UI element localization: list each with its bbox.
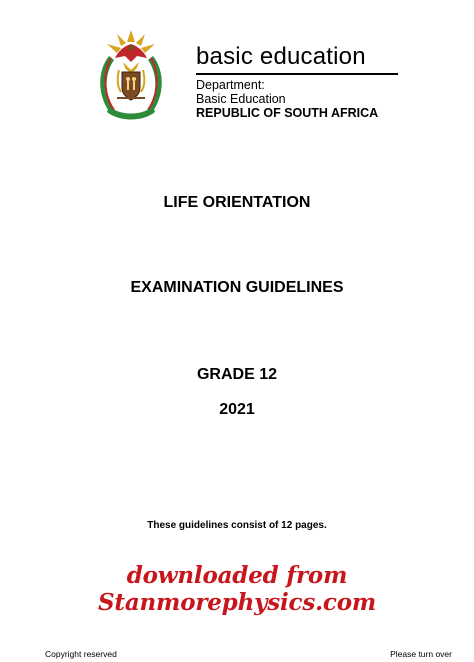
shield: [122, 72, 140, 100]
brand-underline: [196, 73, 398, 75]
subject-title: LIFE ORIENTATION: [163, 194, 311, 211]
department-label: Department:: [196, 78, 265, 92]
motto-ribbon: [107, 106, 155, 120]
document-type: EXAMINATION GUIDELINES: [130, 279, 344, 296]
download-watermark: downloaded from Stanmorephysics.com: [98, 562, 376, 616]
department-block: [196, 78, 378, 120]
footer-copyright: Copyright reserved: [45, 649, 117, 659]
footer-turn-over: Please turn over: [390, 649, 452, 659]
brand-wordmark: basic education: [196, 43, 366, 70]
page-count-note: These guidelines consist of 12 pages.: [147, 520, 327, 531]
coat-of-arms-logo: [95, 26, 167, 126]
department-name: Basic Education: [196, 92, 286, 106]
grade-label: GRADE 12: [196, 366, 278, 383]
country-name: REPUBLIC OF SOUTH AFRICA: [196, 106, 379, 120]
year-label: 2021: [219, 401, 255, 418]
